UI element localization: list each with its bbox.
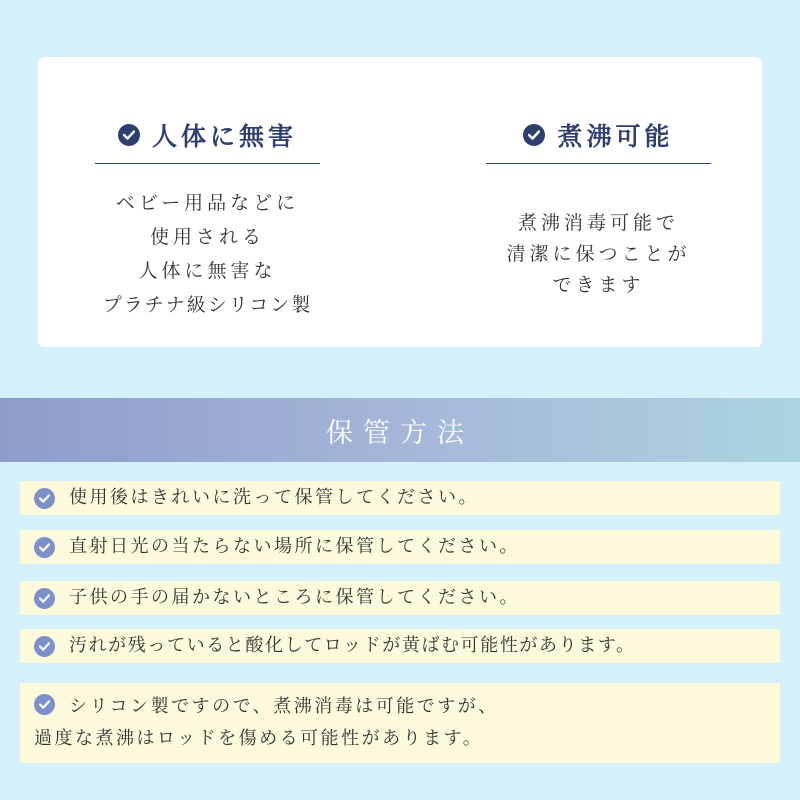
feature-desc-line: 人体に無害な xyxy=(138,260,277,282)
note-text: 過度な煮沸はロッドを傷める可能性があります。 xyxy=(34,728,484,749)
check-circle-icon xyxy=(34,636,55,657)
check-circle-icon xyxy=(118,124,140,146)
feature-title: 人体に無害 xyxy=(151,122,297,151)
section-title: 保管方法 xyxy=(326,417,474,449)
feature-description xyxy=(95,186,320,322)
note-text: 使用後はきれいに洗って保管してください。 xyxy=(69,487,479,508)
check-circle-icon xyxy=(34,694,55,715)
feature-desc-line: できます xyxy=(552,274,645,296)
storage-note xyxy=(20,629,780,663)
feature-boilable xyxy=(486,117,711,301)
feature-desc-line: 使用される xyxy=(149,226,265,248)
feature-desc-line: 煮沸消毒可能で xyxy=(517,212,679,234)
storage-note xyxy=(20,530,780,564)
feature-desc-line: ベビー用品などに xyxy=(115,192,300,214)
note-text: 汚れが残っていると酸化してロッドが黄ばむ可能性があります。 xyxy=(69,635,636,656)
storage-note xyxy=(20,683,780,763)
storage-note xyxy=(20,481,780,515)
storage-banner xyxy=(0,398,800,462)
feature-description xyxy=(486,208,711,301)
note-text: 直射日光の当たらない場所に保管してください。 xyxy=(69,536,520,557)
feature-desc-line: 清潔に保つことが xyxy=(506,243,691,265)
check-circle-icon xyxy=(34,488,55,509)
feature-harmless xyxy=(95,117,320,322)
check-circle-icon xyxy=(523,124,545,146)
storage-note xyxy=(20,581,780,615)
note-text-block xyxy=(34,691,499,755)
feature-title: 煮沸可能 xyxy=(557,122,674,151)
feature-header xyxy=(95,117,320,164)
feature-desc-line: プラチナ級シリコン製 xyxy=(102,294,313,316)
note-text: 子供の手の届かないところに保管してください。 xyxy=(69,587,520,608)
check-circle-icon xyxy=(34,537,55,558)
check-circle-icon xyxy=(34,588,55,609)
note-text: シリコン製ですので、煮沸消毒は可能ですが、 xyxy=(69,696,499,717)
feature-header xyxy=(486,117,711,164)
features-card xyxy=(38,57,762,347)
